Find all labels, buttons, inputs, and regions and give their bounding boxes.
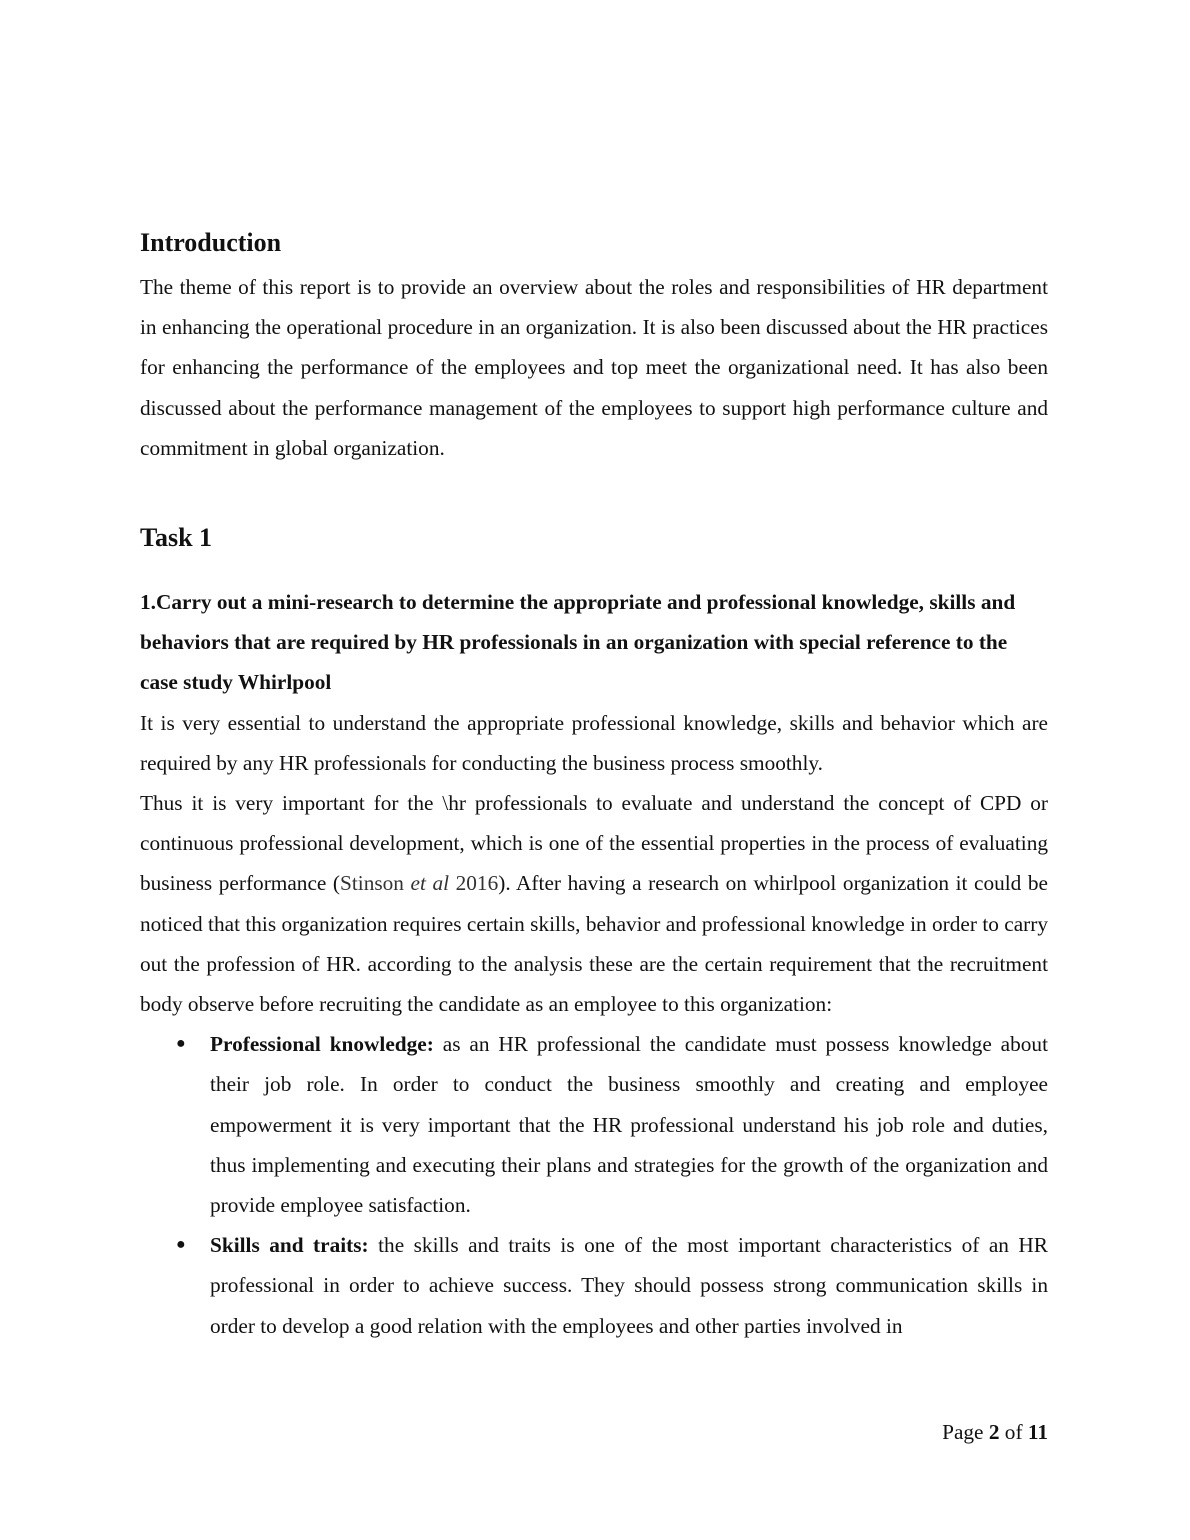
paragraph-2-text-end: ). After having a research on whirlpool organization it could be noticed that this organization requires certain skills, behavior and professional knowledge in order to carry out the profession of HR. according to the analysis these are the certain requirement that the recruitment body observe before recruiting the candidate as an employee to this organization: <box>140 871 1048 1017</box>
list-item-professional-knowledge <box>140 1024 1048 1225</box>
bullet-icon: ● <box>176 1035 186 1053</box>
citation-year: 2016 <box>449 871 499 896</box>
page-prefix: Page <box>942 1420 989 1444</box>
citation <box>340 871 498 895</box>
page-number-footer <box>942 1418 1048 1446</box>
task1-paragraph-2 <box>140 783 1048 1024</box>
task1-paragraph-1: It is very essential to understand the appropriate professional knowledge, skills and behavior which are required by any HR professionals for conducting the business process smoothly. <box>140 710 1048 775</box>
introduction-heading: Introduction <box>140 228 282 257</box>
citation-etal: et al <box>410 871 450 896</box>
list-item-label: Professional knowledge: <box>210 1032 434 1057</box>
bullet-icon: ● <box>176 1236 186 1254</box>
task1-question: 1.Carry out a mini-research to determine the appropriate and professional knowledge, skills and behaviors that are required by HR professionals in an organization with special reference to the case study Whirlpool <box>140 590 1016 695</box>
task1-heading: Task 1 <box>140 523 213 552</box>
list-item-body: the skills and traits is one of the most important characteristics of an HR professional in order to achieve success. They should possess strong communication skills in order to develop a good relation with the employees and other parties involved in <box>210 1233 1048 1338</box>
page-of: of <box>999 1420 1028 1444</box>
list-item-body: as an HR professional the candidate must possess knowledge about their job role. In order to conduct the business smoothly and creating and employee empowerment it is very important that the HR professional understand his job role and duties, thus implementing and executing their plans and strategies for the growth of the organization and provide employee satisfaction. <box>210 1032 1048 1218</box>
page-total: 11 <box>1027 1420 1048 1444</box>
list-item-label: Skills and traits: <box>210 1233 369 1258</box>
document-page <box>140 0 1048 1540</box>
paragraph-2-text-start: Thus it is very important for the \hr professionals to evaluate and understand the concept of CPD or continuous professional development, which is one of the essential properties in the process of evaluating business performance ( <box>140 791 1048 896</box>
list-item-text <box>210 1225 1048 1346</box>
list-item-text <box>210 1024 1048 1225</box>
citation-author: Stinson <box>340 871 411 896</box>
page-number: 2 <box>988 1420 1000 1444</box>
list-item-skills-and-traits <box>140 1225 1048 1346</box>
requirements-list <box>140 1024 1048 1346</box>
task1-section <box>140 582 1048 1346</box>
introduction-paragraph: The theme of this report is to provide an overview about the roles and responsibilities of HR department in enhancing the operational procedure in an organization. It is also been discussed about the HR practices for enhancing the performance of the employees and top meet the organizational need. It has also been discussed about the performance management of the employees to support high performance culture and commitment in global organization. <box>140 275 1048 460</box>
